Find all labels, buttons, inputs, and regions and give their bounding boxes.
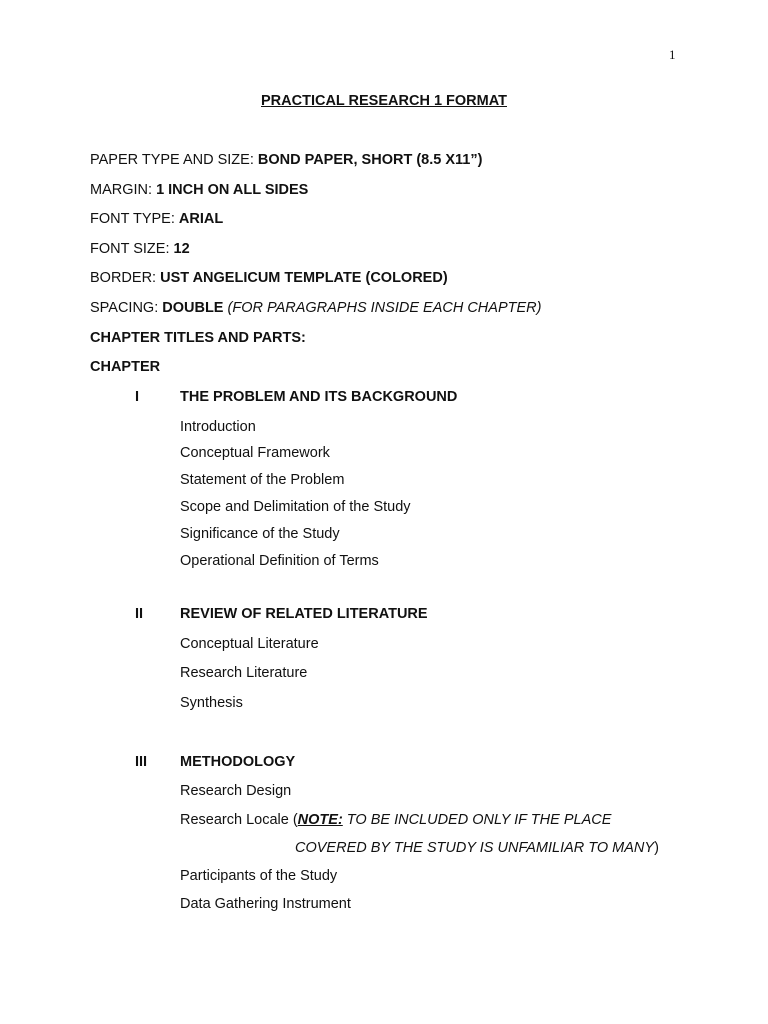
page-number: 1 — [669, 47, 676, 62]
part-label: Research Locale ( — [180, 812, 298, 828]
chapter-part: Research Design — [180, 783, 292, 799]
spec-label: SPACING: — [90, 300, 163, 316]
note-continuation — [295, 840, 659, 856]
spec-label: FONT TYPE: — [90, 211, 179, 227]
chapter-titles-heading: CHAPTER TITLES AND PARTS: — [90, 330, 306, 346]
spec-paper — [90, 152, 482, 168]
spec-font-size — [90, 241, 190, 257]
chapter-numeral: I — [135, 389, 140, 405]
chapter-part: Conceptual Framework — [180, 445, 330, 461]
chapter-part: Conceptual Literature — [180, 636, 319, 652]
spec-label: MARGIN: — [90, 182, 157, 198]
spec-value: 1 INCH ON ALL SIDES — [156, 182, 309, 198]
spec-spacing — [90, 300, 541, 316]
chapter-numeral: II — [135, 606, 144, 622]
spec-extra: (FOR PARAGRAPHS INSIDE EACH CHAPTER) — [223, 300, 542, 316]
spec-value: UST ANGELICUM TEMPLATE (COLORED) — [160, 270, 448, 286]
spec-value: DOUBLE — [162, 300, 224, 316]
chapter-part-research-locale — [180, 812, 611, 828]
spec-value: BOND PAPER, SHORT (8.5 X11”) — [257, 152, 483, 168]
note-label: NOTE: — [297, 812, 343, 828]
chapter-numeral: III — [135, 754, 148, 770]
spec-label: FONT SIZE: — [90, 241, 174, 257]
note-text: COVERED BY THE STUDY IS UNFAMILIAR TO MANY — [295, 840, 655, 856]
chapter-part: Participants of the Study — [180, 868, 338, 884]
spec-border — [90, 270, 448, 286]
chapter-part: Research Literature — [180, 665, 308, 681]
note-text: TO BE INCLUDED ONLY IF THE PLACE — [342, 812, 612, 828]
spec-value: 12 — [173, 241, 190, 257]
document-title: PRACTICAL RESEARCH 1 FORMAT — [261, 93, 507, 109]
spec-margin — [90, 182, 308, 198]
chapter-part: Synthesis — [180, 695, 243, 711]
chapter-part: Data Gathering Instrument — [180, 896, 351, 912]
chapter-heading: CHAPTER — [90, 359, 161, 375]
chapter-part: Significance of the Study — [180, 526, 340, 542]
chapter-title: METHODOLOGY — [180, 754, 296, 770]
spec-font-type — [90, 211, 223, 227]
chapter-part: Statement of the Problem — [180, 472, 345, 488]
spec-label: BORDER: — [90, 270, 161, 286]
chapter-title: REVIEW OF RELATED LITERATURE — [180, 606, 428, 622]
chapter-title: THE PROBLEM AND ITS BACKGROUND — [180, 389, 458, 405]
chapter-part: Introduction — [180, 419, 256, 435]
note-close: ) — [654, 840, 659, 856]
chapter-part: Scope and Delimitation of the Study — [180, 499, 411, 515]
spec-value: ARIAL — [178, 211, 224, 227]
spec-label: PAPER TYPE AND SIZE: — [90, 152, 258, 168]
chapter-part: Operational Definition of Terms — [180, 553, 379, 569]
